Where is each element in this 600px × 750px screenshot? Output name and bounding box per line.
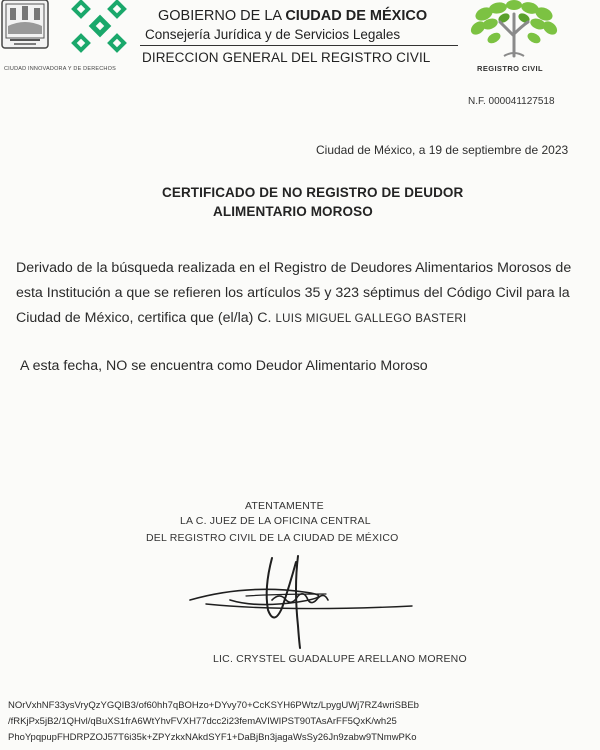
government-title-city: CIUDAD DE MÉXICO xyxy=(285,8,428,24)
header-divider xyxy=(140,45,458,46)
search-result-statement: A esta fecha, NO se encuentra como Deudor Alimentario Moroso xyxy=(20,358,428,374)
closing-atentamente: ATENTAMENTE xyxy=(245,500,324,512)
folio-number: N.F. 000041127518 xyxy=(468,96,555,107)
handwritten-signature xyxy=(186,548,416,653)
digital-seal-line-3: PhoYpqpupFHDRPZOJ57T6i35k+ZPYzkxNAkdSYF1+DaBjBn3jagaWsSy26Jn9zabw9TNmwPKo xyxy=(8,732,417,743)
signer-position-line-2: DEL REGISTRO CIVIL DE LA CIUDAD DE MÉXICO xyxy=(146,532,399,544)
issue-date: Ciudad de México, a 19 de septiembre de 2023 xyxy=(316,143,569,157)
cdmx-coat-of-arms-logo xyxy=(0,0,50,52)
consejeria-subtitle: Consejería Jurídica y de Servicios Legales xyxy=(145,27,401,42)
digital-seal-line-1: NOrVxhNF33ysVryQzYGQIB3/of60hh7qBOHzo+DYvy70+CcKSYH6PWtz/LpygUWj7RZ4wriSBEb xyxy=(8,700,419,711)
government-title-prefix: GOBIERNO DE LA xyxy=(158,8,282,24)
cdmx-tagline: CIUDAD INNOVADORA Y DE DERECHOS xyxy=(4,66,116,72)
certified-person-name: LUIS MIGUEL GALLEGO BASTERI xyxy=(275,313,467,325)
body-text-line-2: esta Institución a que se refieren los artículos 35 y 323 séptimus del Código Civil para la xyxy=(16,285,570,301)
registro-civil-label: REGISTRO CIVIL xyxy=(477,64,544,73)
certificate-title-line-2: ALIMENTARIO MOROSO xyxy=(213,204,373,219)
direccion-title: DIRECCION GENERAL DEL REGISTRO CIVIL xyxy=(142,50,431,65)
digital-seal-line-2: /fRKjPx5jB2/1QHvl/qBuXS1frA6WtYhvFVXH77dcc2i23femAVIWIPST90TAsArFF5QxK/wh25 xyxy=(8,716,397,727)
signer-name: LIC. CRYSTEL GUADALUPE ARELLANO MORENO xyxy=(213,653,467,665)
body-text-line-3-prefix: Ciudad de México, certifica que (el/la) C. xyxy=(16,310,276,326)
certificate-title-line-1: CERTIFICADO DE NO REGISTRO DE DEUDOR xyxy=(162,185,464,200)
registro-civil-tree-logo xyxy=(464,0,568,60)
government-title xyxy=(158,8,427,24)
cdmx-green-logo xyxy=(66,0,138,60)
body-text-line-3 xyxy=(16,310,467,326)
signer-position-line-1: LA C. JUEZ DE LA OFICINA CENTRAL xyxy=(180,515,371,527)
body-text-line-1: Derivado de la búsqueda realizada en el Registro de Deudores Alimentarios Morosos de xyxy=(16,260,572,276)
